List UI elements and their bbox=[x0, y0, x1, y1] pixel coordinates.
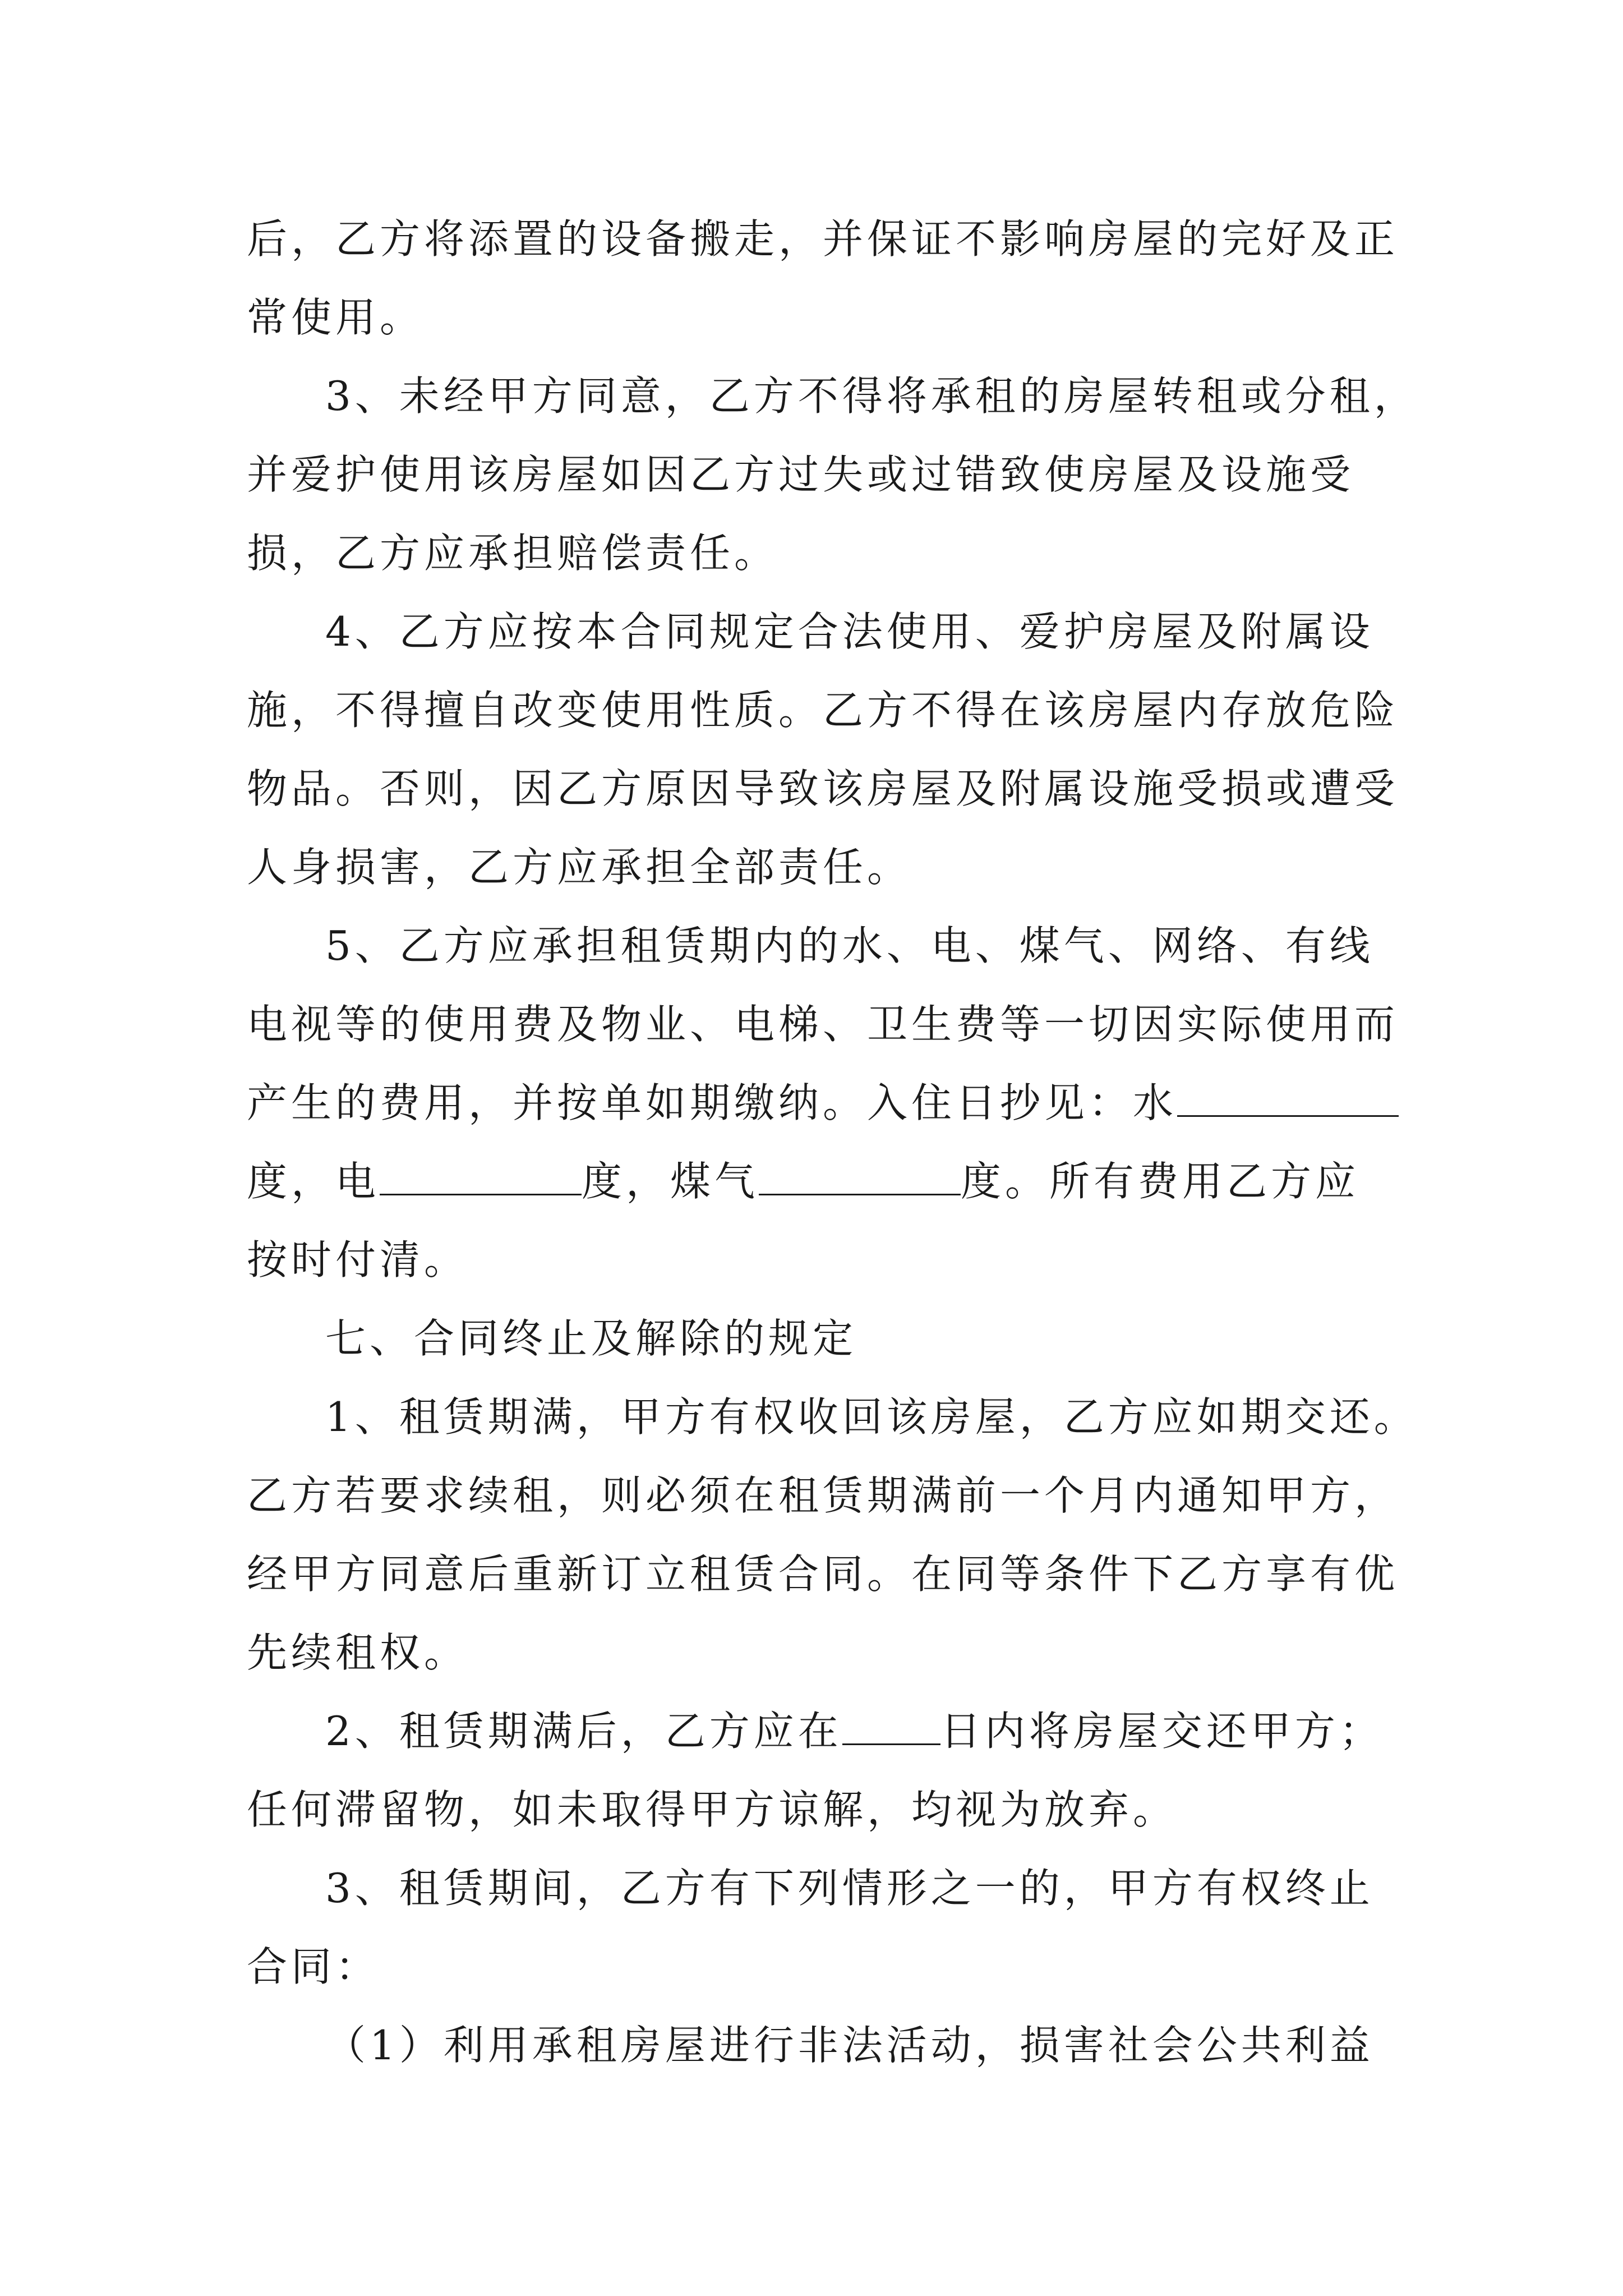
text-segment: 度，电 bbox=[247, 1158, 380, 1205]
text-line: 损，乙方应承担赔偿责任。 bbox=[247, 530, 779, 577]
text-line-with-blank bbox=[247, 1076, 1399, 1130]
text-segment: 度，煤气 bbox=[582, 1158, 759, 1205]
text-line: 3、租赁期间，乙方有下列情形之一的，甲方有权终止 bbox=[325, 1865, 1374, 1912]
fill-in-blank-water[interactable] bbox=[1177, 1076, 1399, 1117]
text-segment: 产生的费用，并按单如期缴纳。入住日抄见：水 bbox=[247, 1079, 1178, 1126]
text-line: 后，乙方将添置的设备搬走，并保证不影响房屋的完好及正 bbox=[247, 215, 1399, 263]
text-segment: 2、租赁期满后，乙方应在 bbox=[325, 1708, 842, 1755]
fill-in-blank-days[interactable] bbox=[842, 1704, 940, 1745]
text-line: 并爱护使用该房屋如因乙方过失或过错致使房屋及设施受 bbox=[247, 451, 1355, 498]
text-line: 物品。否则，因乙方原因导致该房屋及附属设施受损或遭受 bbox=[247, 765, 1399, 812]
fill-in-blank-electricity[interactable] bbox=[380, 1154, 582, 1195]
text-line: 经甲方同意后重新订立租赁合同。在同等条件下乙方享有优 bbox=[247, 1550, 1399, 1598]
text-line: 合同： bbox=[247, 1943, 380, 1990]
text-line: 4、乙方应按本合同规定合法使用、爱护房屋及附属设 bbox=[325, 608, 1374, 655]
text-line: 乙方若要求续租，则必须在租赁期满前一个月内通知甲方， bbox=[247, 1472, 1399, 1519]
text-line: 先续租权。 bbox=[247, 1629, 469, 1676]
text-line: 常使用。 bbox=[247, 294, 425, 341]
text-line-with-blank bbox=[325, 1704, 1384, 1758]
text-line: 施，不得擅自改变使用性质。乙方不得在该房屋内存放危险 bbox=[247, 687, 1399, 734]
text-line: 5、乙方应承担租赁期内的水、电、煤气、网络、有线 bbox=[325, 922, 1374, 969]
list-item: （1）利用承租房屋进行非法活动，损害社会公共利益 bbox=[325, 2022, 1374, 2069]
text-line: 人身损害，乙方应承担全部责任。 bbox=[247, 844, 912, 891]
text-line-with-blank bbox=[247, 1154, 1359, 1208]
text-segment: 日内将房屋交还甲方； bbox=[940, 1708, 1384, 1755]
text-segment: 度。所有费用乙方应 bbox=[961, 1158, 1360, 1205]
text-line: 按时付清。 bbox=[247, 1236, 469, 1283]
fill-in-blank-gas[interactable] bbox=[759, 1154, 961, 1195]
text-line: 电视等的使用费及物业、电梯、卫生费等一切因实际使用而 bbox=[247, 1001, 1399, 1048]
section-heading: 七、合同终止及解除的规定 bbox=[325, 1315, 857, 1362]
text-line: 3、未经甲方同意，乙方不得将承租的房屋转租或分租， bbox=[325, 372, 1418, 420]
text-line: 1、租赁期满，甲方有权收回该房屋，乙方应如期交还。 bbox=[325, 1393, 1418, 1441]
text-line: 任何滞留物，如未取得甲方谅解，均视为放弃。 bbox=[247, 1786, 1178, 1833]
